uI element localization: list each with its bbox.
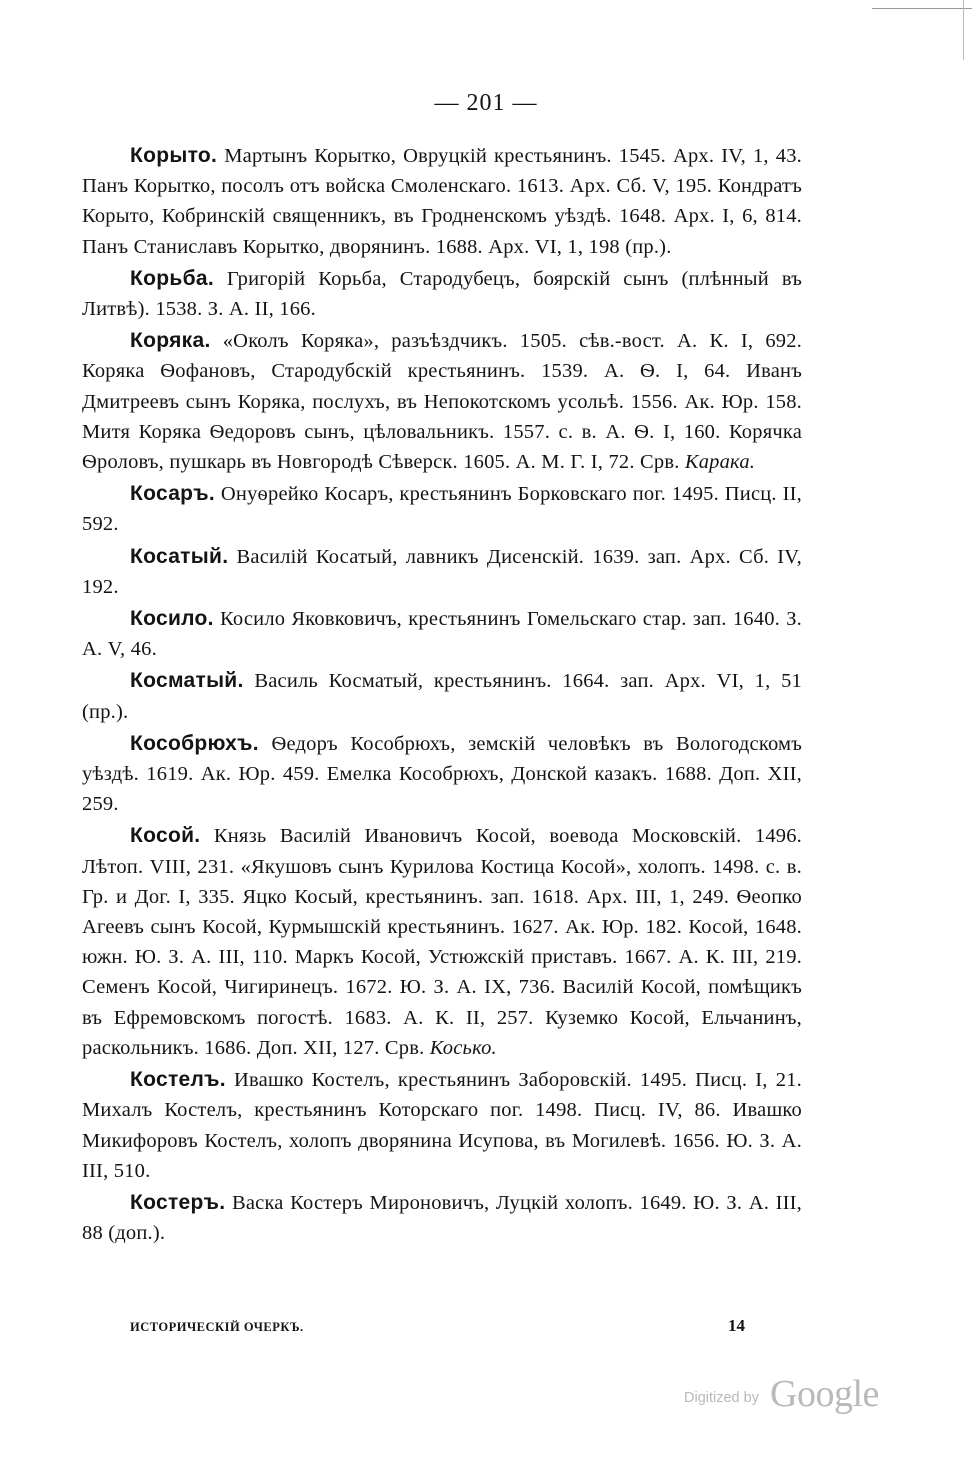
entry-text: «Околъ Коряка», разъѣздчикъ. 1505. сѣв.-вост. А. К. I, 692. Коряка Ѳофановъ, Стародубскій крестьянинъ. 1539. А. Ѳ. I, 64. Иванъ Дмитреевъ сынъ Коряка, послухъ, въ Непокотскомъ усольѣ. 1556. Ак. Юр. 158. Митя Коряка Ѳедоровъ сынъ, цѣловальникъ. 1557. с. в. А. Ѳ. I, 160. Корячка Ѳроловъ, пушкарь въ Новгородѣ Сѣверск. 1605. А. М. Г. I, 72. bbox=[82, 330, 802, 474]
dictionary-entries bbox=[82, 141, 802, 1250]
entry-headword: Костелъ. bbox=[130, 1068, 226, 1092]
entry-text: Косило Яковковичъ, крестьянинъ Гомельскаго стар. зап. 1640. З. А. V, 46. bbox=[82, 608, 802, 661]
page-number: — 201 — bbox=[434, 90, 538, 116]
digitized-watermark bbox=[684, 1372, 904, 1422]
watermark-label: Digitized by bbox=[684, 1390, 759, 1406]
entry bbox=[82, 542, 802, 602]
entry-headword: Косило. bbox=[130, 607, 214, 631]
entry bbox=[82, 604, 802, 664]
entry-headword: Костеръ. bbox=[130, 1190, 226, 1214]
entry-headword: Кособрюхъ. bbox=[130, 731, 259, 755]
entry bbox=[82, 1065, 802, 1186]
entry-text: Князь Василій Ивановичъ Косой, воевода Московскій. 1496. Лѣтоп. VIII, 231. «Якушовъ сынъ Курилова Костица Косой», холопъ. 1498. с. в. Гр. и Дог. I, 335. Яцко Косый, крестьянинъ. зап. 1618. Арх. III, 1, 249. Ѳеопко Агеевъ сынъ Косой, Курмышскій крестьянинъ. 1627. Ак. Юр. 182. Косой, 1648. южн. Ю. З. А. III, 110. Маркъ Косой, Устюжскій приставъ. 1667. А. К. III, 219. Семенъ Косой, Чигиринецъ. 1672. Ю. З. А. IX, 736. Василій Косой, помѣщикъ въ Ефремовскомъ погостѣ. 1683. А. К. II, 257. Куземко Косой, Ельчанинъ, раскольникъ. 1686. Доп. XII, 127. bbox=[82, 825, 802, 1059]
footer-sheet-number: 14 bbox=[728, 1316, 745, 1335]
entry-headword: Коряка. bbox=[130, 329, 211, 353]
google-logo: Google bbox=[770, 1373, 879, 1415]
entry bbox=[82, 729, 802, 820]
entry-headword: Корьба. bbox=[130, 266, 214, 290]
entry bbox=[82, 264, 802, 324]
right-edge-rule bbox=[963, 0, 964, 60]
entry-text: Васка Костеръ Мироновичъ, Луцкій холопъ. 1649. Ю. З. А. III, 88 (доп.). bbox=[82, 1191, 803, 1245]
entry-text: Ѳедоръ Кособрюхъ, земскій человѣкъ въ Вологодскомъ уѣздѣ. 1619. Ак. Юр. 459. Емелка Кособрюхъ, Донской казакъ. 1688. Доп. XII, 259. bbox=[82, 732, 802, 816]
entry-see-reference: Косько. bbox=[429, 1036, 497, 1059]
entry-headword: Косой. bbox=[130, 824, 201, 848]
entry-text: Василь Косматый, крестьянинъ. 1664. зап. Арх. VI, 1, 51 (пр.). bbox=[82, 670, 802, 723]
entry-text: Григорій Корьба, Стародубецъ, боярскій сынъ (плѣнный въ Литвѣ). 1538. З. А. II, 166. bbox=[82, 267, 802, 321]
entry bbox=[82, 326, 802, 477]
entry-headword: Косматый. bbox=[130, 669, 244, 693]
entry-see-label: Срв. bbox=[384, 1036, 425, 1059]
entry bbox=[82, 666, 802, 726]
entry-see-label: Срв. bbox=[640, 451, 680, 474]
entry-see-reference: Карака. bbox=[684, 451, 756, 474]
page-footer bbox=[130, 1316, 750, 1346]
entry-text: Мартынъ Корытко, Овруцкій крестьянинъ. 1545. Арх. IV, 1, 43. Панъ Корытко, посолъ отъ войска Смоленскаго. 1613. Арх. Сб. V, 195. Кондратъ Корыто, Кобринскій священникъ, въ Гродненскомъ уѣздѣ. 1648. Арх. I, 6, 814. Панъ Станиславъ Корытко, дворянинъ. 1688. Арх. VI, 1, 198 (пр.). bbox=[82, 145, 803, 258]
top-edge-rule bbox=[872, 8, 972, 9]
footer-signature: ИСТОРИЧЕСКІЙ ОЧЕРКЪ. bbox=[130, 1320, 304, 1334]
entry bbox=[82, 821, 802, 1063]
entry bbox=[82, 479, 802, 539]
entry bbox=[82, 1188, 802, 1248]
entry-headword: Косатый. bbox=[130, 544, 229, 568]
entry-headword: Косаръ. bbox=[130, 482, 216, 506]
entry-text: Василій Косатый, лавникъ Дисенскій. 1639. зап. Арх. Сб. IV, 192. bbox=[82, 545, 802, 598]
entry-text: Онуѳрейко Косаръ, крестьянинъ Борковскаго пог. 1495. Писц. II, 592. bbox=[82, 483, 802, 536]
entry-headword: Корыто. bbox=[130, 144, 218, 167]
entry-text: Ивашко Костелъ, крестьянинъ Заборовскій. 1495. Писц. I, 21. Михалъ Костелъ, крестьянинъ Которскаго пог. 1498. Писц. IV, 86. Ивашко Микифоровъ Костелъ, холопъ дворянина Исупова, въ Могилевѣ. 1656. Ю. З. А. III, 510. bbox=[82, 1069, 802, 1182]
entry bbox=[82, 141, 802, 262]
